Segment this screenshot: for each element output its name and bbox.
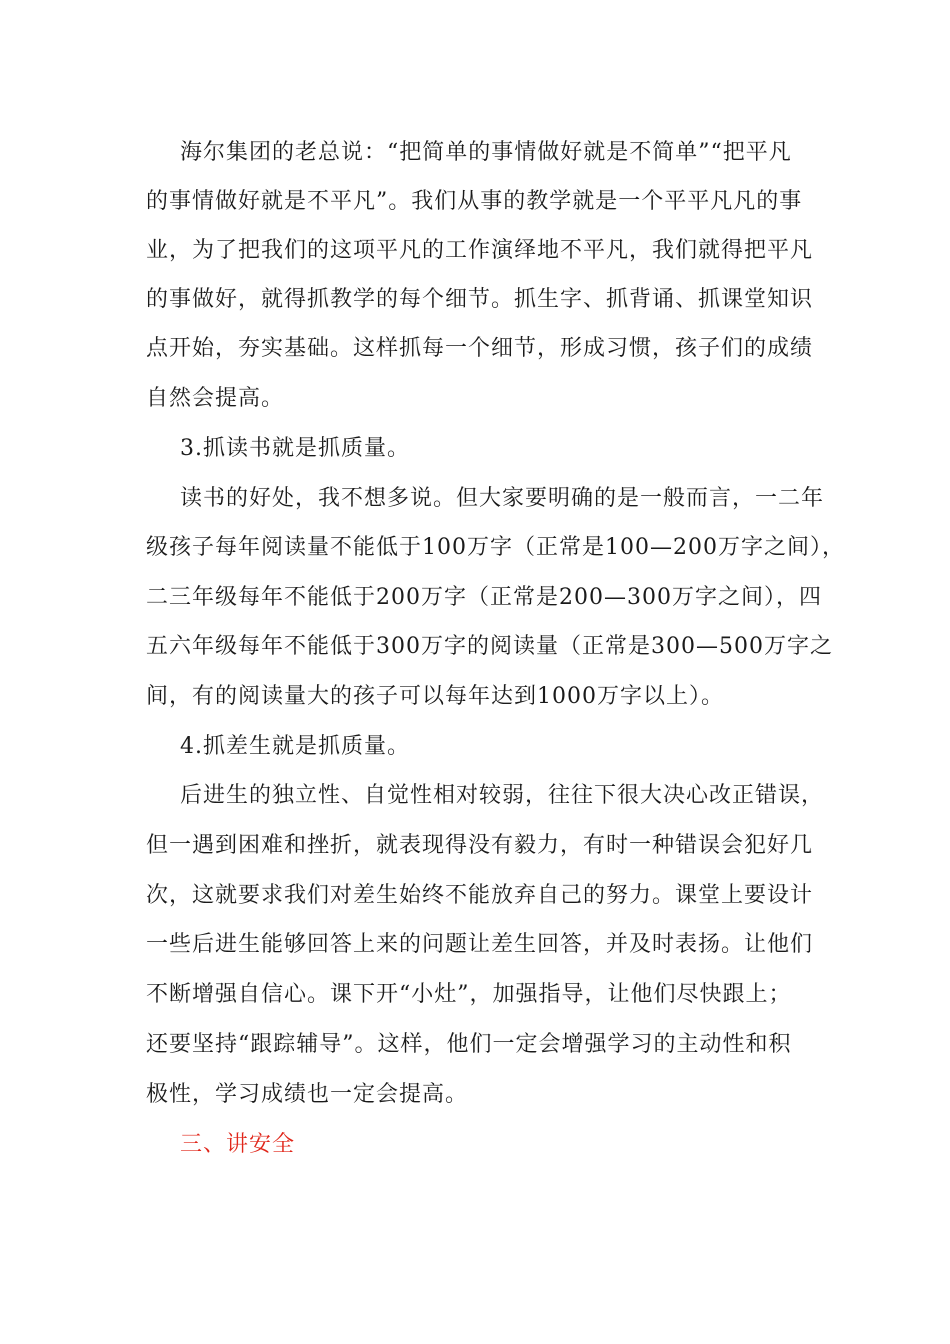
paragraph-line: 海尔集团的老总说：“把简单的事情做好就是不简单”“把平凡 <box>180 140 792 165</box>
paragraph-line: 五六年级每年不能低于300万字的阅读量（正常是300—500万字之 <box>146 634 833 659</box>
paragraph-line: 二三年级每年不能低于200万字（正常是200—300万字之间），四 <box>146 585 822 610</box>
paragraph-line: 次，这就要求我们对差生始终不能放弃自己的努力。课堂上要设计 <box>146 883 814 908</box>
section-heading-safety: 三、讲安全 <box>180 1132 296 1157</box>
paragraph-line: 点开始，夯实基础。这样抓每一个细节，形成习惯，孩子们的成绩 <box>146 336 814 361</box>
subheading-reading: 3.抓读书就是抓质量。 <box>180 436 410 461</box>
paragraph-line: 业，为了把我们的这项平凡的工作演绎地不平凡，我们就得把平凡 <box>146 238 814 263</box>
paragraph-line: 级孩子每年阅读量不能低于100万字（正常是100—200万字之间）， <box>146 535 845 560</box>
paragraph-line: 自然会提高。 <box>146 386 285 411</box>
paragraph-line: 的事情做好就是不平凡”。我们从事的教学就是一个平平凡凡的事 <box>146 189 803 214</box>
subheading-weak-students: 4.抓差生就是抓质量。 <box>180 734 410 759</box>
paragraph-line: 极性，学习成绩也一定会提高。 <box>146 1082 469 1107</box>
paragraph-line: 但一遇到困难和挫折，就表现得没有毅力，有时一种错误会犯好几 <box>146 833 814 858</box>
paragraph-line: 读书的好处，我不想多说。但大家要明确的是一般而言，一二年 <box>180 486 825 511</box>
paragraph-line: 后进生的独立性、自觉性相对较弱，往往下很大决心改正错误， <box>180 783 825 808</box>
paragraph-line: 还要坚持“跟踪辅导”。这样，他们一定会增强学习的主动性和积 <box>146 1032 792 1057</box>
paragraph-line: 间，有的阅读量大的孩子可以每年达到1000万字以上）。 <box>146 684 724 709</box>
paragraph-line: 的事做好，就得抓教学的每个细节。抓生字、抓背诵、抓课堂知识 <box>146 287 814 312</box>
paragraph-line: 一些后进生能够回答上来的问题让差生回答，并及时表扬。让他们 <box>146 932 814 957</box>
paragraph-line: 不断增强自信心。课下开“小灶”，加强指导，让他们尽快跟上； <box>146 982 792 1007</box>
